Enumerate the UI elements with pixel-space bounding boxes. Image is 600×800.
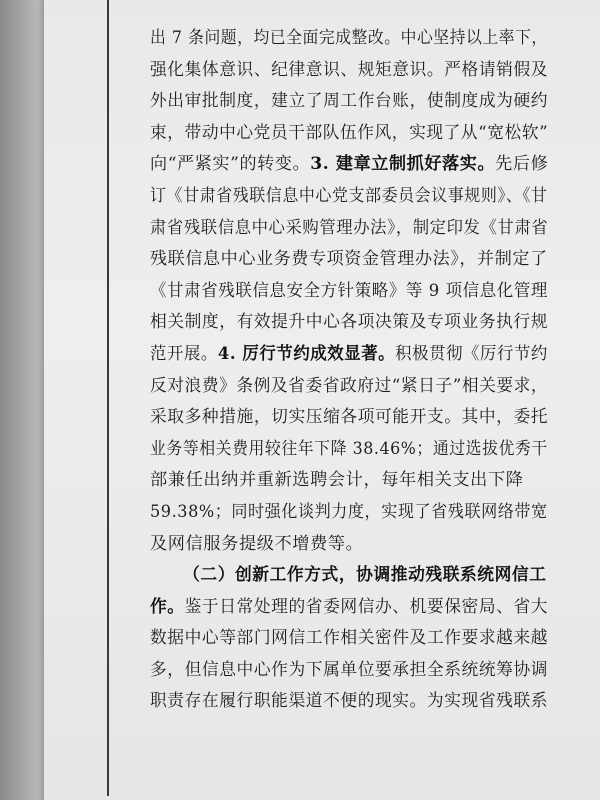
text-run: 向“严紧实”的转变。 bbox=[150, 154, 311, 175]
text-run: 《甘肃省残联信息安全方针策略》等 9 项信息化管理 bbox=[150, 280, 548, 301]
text-run: 肃省残联信息中心采购管理办法》，制定印发《甘肃省 bbox=[150, 217, 549, 238]
bold-text-run: （二）创新工作方式，协调推动残联系统网信工 bbox=[183, 565, 547, 586]
text-line bbox=[150, 244, 548, 276]
text-line bbox=[150, 623, 549, 655]
left-margin-rule bbox=[107, 0, 109, 796]
text-run: 出 7 条问题，均已全面完成整改。中心坚持以上率下， bbox=[150, 28, 548, 48]
text-run: 多，但信息中心作为下属单位要承担全系统统筹协调 bbox=[150, 659, 549, 680]
body-text bbox=[150, 23, 548, 718]
text-run: 强化集体意识、纪律意识、规矩意识。严格请销假及 bbox=[150, 59, 549, 80]
text-run: 范开展。 bbox=[150, 343, 218, 364]
text-run: 相关制度，有效提升中心各项决策及专项业务执行规 bbox=[150, 312, 549, 333]
bold-text-run: 3. 建章立制抓好落实。 bbox=[310, 154, 496, 175]
text-run: 残联信息中心业务费专项资金管理办法》，并制定了 bbox=[150, 249, 548, 270]
text-run: 反对浪费》条例及省委省政府过“紧日子”相关要求， bbox=[150, 375, 549, 396]
text-run: 积极贯彻《厉行节约 bbox=[395, 343, 548, 364]
text-line bbox=[150, 118, 549, 150]
bold-text-run: 作。 bbox=[150, 596, 185, 617]
text-line bbox=[150, 655, 549, 687]
text-line bbox=[150, 149, 549, 181]
text-run: 业务等相关费用较往年下降 38.46%；通过选拔优秀干 bbox=[150, 438, 548, 459]
text-run: 采取多种措施，切实压缩各项可能开支。其中，委托 bbox=[150, 407, 549, 428]
text-line bbox=[150, 529, 548, 561]
text-line bbox=[150, 465, 548, 497]
text-line bbox=[150, 371, 549, 403]
text-line bbox=[150, 55, 549, 87]
text-line bbox=[150, 434, 548, 466]
text-run: 鉴于日常处理的省委网信办、机要保密局、省大 bbox=[184, 596, 549, 617]
text-run: 部兼任出纳并重新选聘会计，每年相关支出下降 bbox=[150, 470, 524, 491]
text-line bbox=[150, 497, 548, 529]
text-run: 先后修 bbox=[495, 154, 549, 175]
text-line bbox=[150, 23, 548, 55]
text-run: 职责存在履行职能渠道不便的现实。为实现省残联系 bbox=[150, 691, 549, 712]
text-line bbox=[150, 686, 549, 718]
text-line bbox=[150, 86, 549, 118]
text-line bbox=[150, 276, 548, 308]
text-run: 数据中心等部门网信工作相关密件及工作要求越来越 bbox=[150, 628, 549, 649]
text-line bbox=[150, 592, 549, 624]
text-line bbox=[150, 307, 549, 339]
text-line bbox=[150, 213, 549, 245]
text-run: 束，带动中心党员干部队伍作风，实现了从“宽松软” bbox=[150, 122, 549, 143]
bold-text-run: 4. 厉行节约成效显著。 bbox=[217, 343, 396, 364]
text-line bbox=[150, 402, 549, 434]
text-run: 59.38%；同时强化谈判力度，实现了省残联网络带宽 bbox=[150, 501, 548, 522]
text-line bbox=[150, 339, 548, 371]
text-run: 及网信服务提级不增费等。 bbox=[150, 533, 364, 554]
text-line bbox=[150, 181, 548, 213]
text-run: 外出审批制度，建立了周工作台账，使制度成为硬约 bbox=[150, 91, 549, 112]
text-line bbox=[150, 560, 547, 592]
text-run: 订《甘肃省残联信息中心党支部委员会议事规则》、《甘 bbox=[150, 185, 548, 206]
